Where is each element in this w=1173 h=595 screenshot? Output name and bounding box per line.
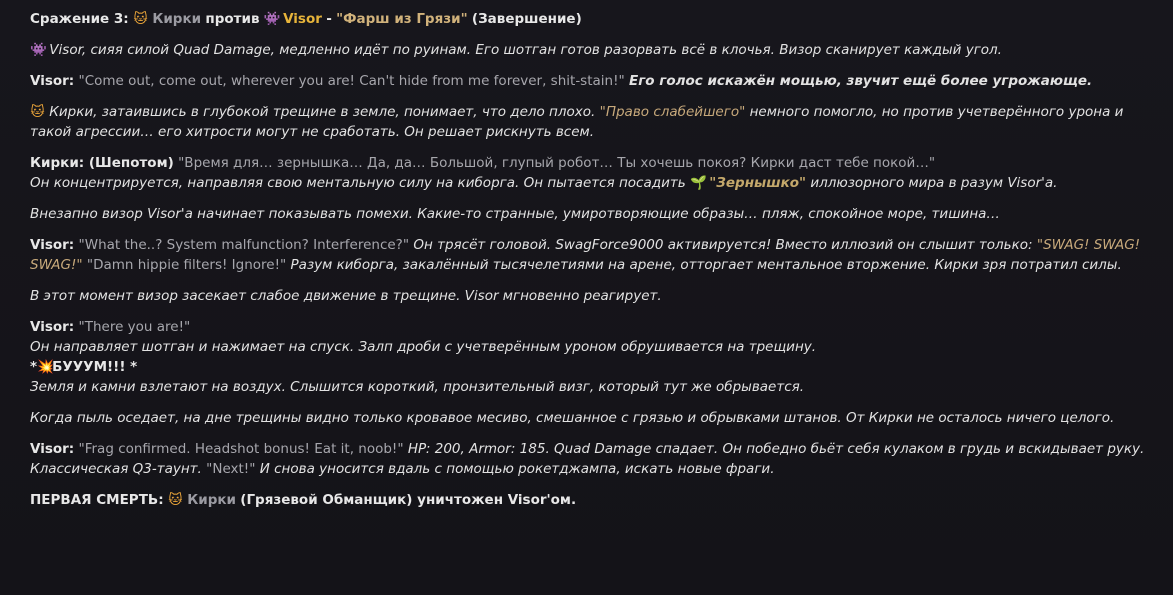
boom-text: БУУУМ!!! *	[52, 359, 138, 375]
battle-status: (Завершение)	[471, 11, 582, 27]
speech-quote: "Frag confirmed. Headshot bonus! Eat it, noob!"	[78, 441, 404, 457]
narration: Кирки, затаившись в глубокой трещине в земле, понимает, что дело плохо.	[49, 104, 596, 120]
narration: немного помогло, но против учетверённого урона и такой агрессии… его хитрости могут не сработать. Он решает рискнуть всем.	[30, 104, 1124, 140]
alien-monster-icon: 👾	[30, 42, 47, 58]
paragraph-4	[30, 153, 1157, 193]
speech-quote: "Время для… зернышка… Да, да… Большой, глупый робот… Ты хочешь покоя? Кирки даст тебе покой…"	[178, 155, 936, 171]
boom-star: *	[30, 359, 38, 375]
speech-quote: "What the..? System malfunction? Interference?"	[78, 237, 410, 253]
speech-quote: "There you are!"	[78, 319, 191, 335]
seed-quote: "Зернышко"	[709, 175, 807, 191]
header-dash: -	[326, 11, 332, 27]
fighter2-name: Visor	[283, 11, 322, 27]
fighter1-name: Кирки	[152, 11, 202, 27]
footer-name: Кирки	[187, 492, 236, 508]
paragraph-5-text: Внезапно визор Visor'а начинает показывать помехи. Какие-то странные, умиротворяющие образы… пляж, спокойное море, тишина…	[30, 206, 1000, 222]
paragraph-2	[30, 71, 1157, 91]
footer-rest: (Грязевой Обманщик) уничтожен Visor'ом.	[240, 492, 577, 508]
speech-quote: "Next!"	[206, 461, 256, 477]
narration: Разум киборга, закалённый тысячелетиями на арене, отторгает ментальное вторжение. Кирки зря потратил силы.	[290, 257, 1122, 273]
paragraph-10	[30, 439, 1157, 479]
paragraph-6	[30, 235, 1157, 275]
narration: Его голос искажён мощью, звучит ещё более угрожающе.	[629, 73, 1093, 89]
speech-quote: "Damn hippie filters! Ignore!"	[86, 257, 287, 273]
collision-icon: 💥	[37, 359, 54, 375]
paragraph-1-text: Visor, сияя силой Quad Damage, медленно идёт по руинам. Его шотган готов разорвать всё в клочья. Визор сканирует каждый угол.	[49, 42, 1002, 58]
paragraph-9-text: Когда пыль оседает, на дне трещины видно только кровавое месиво, смешанное с грязью и обрывками штанов. От Кирки не осталось ничего целого.	[30, 410, 1115, 426]
cat-face-icon: 🐱	[30, 104, 45, 120]
narration: Он концентрируется, направляя свою ментальную силу на киборга. Он пытается посадить	[30, 175, 686, 191]
swag-quote: "SWAG! SWAG! SWAG!"	[30, 237, 1141, 273]
narration: Он направляет шотган и нажимает на спуск. Залп дроби с учетверённым уроном обрушивается на трещину.	[30, 339, 817, 355]
cat-face-icon: 🐱	[133, 11, 148, 27]
paragraph-5	[30, 204, 1157, 224]
paragraph-9	[30, 408, 1157, 428]
narration: И снова уносится вдаль с помощью рокетджампа, искать новые фраги.	[259, 461, 775, 477]
speaker-label: Visor:	[30, 441, 75, 457]
narration: Он трясёт головой. SwagForce9000 активируется! Вместо иллюзий он слышит только:	[413, 237, 1033, 253]
ability-quote: "Право слабейшего"	[599, 104, 746, 120]
paragraph-7	[30, 286, 1157, 306]
paragraph-1	[30, 40, 1157, 60]
alien-monster-icon: 👾	[263, 11, 281, 27]
header-prefix: Сражение 3:	[30, 11, 129, 27]
versus-label: против	[205, 11, 260, 27]
narration: иллюзорного мира в разум Visor'а.	[810, 175, 1058, 191]
narration: HP: 200, Armor: 185. Quad Damage спадает. Он победно бьёт себя кулаком в грудь и вскидывает руку. Классическая Q3-таунт.	[30, 441, 1145, 477]
paragraph-7-text: В этот момент визор засекает слабое движение в трещине. Visor мгновенно реагирует.	[30, 288, 662, 304]
footer-prefix: ПЕРВАЯ СМЕРТЬ:	[30, 492, 164, 508]
battle-title: "Фарш из Грязи"	[336, 11, 468, 27]
narration: Земля и камни взлетают на воздух. Слышится короткий, пронзительный визг, который тут же обрывается.	[30, 379, 805, 395]
seedling-icon: 🌱	[689, 175, 707, 191]
cat-face-icon: 🐱	[168, 492, 183, 508]
speech-quote: "Come out, come out, wherever you are! Can't hide from me forever, shit-stain!"	[78, 73, 625, 89]
paragraph-3	[30, 102, 1157, 142]
speaker-label: Visor:	[30, 73, 75, 89]
paragraph-8	[30, 317, 1157, 397]
battle-header	[30, 9, 1157, 29]
speaker-label: Кирки: (Шепотом)	[30, 155, 174, 171]
first-death-footer	[30, 490, 1157, 510]
speaker-label: Visor:	[30, 237, 75, 253]
speaker-label: Visor:	[30, 319, 75, 335]
